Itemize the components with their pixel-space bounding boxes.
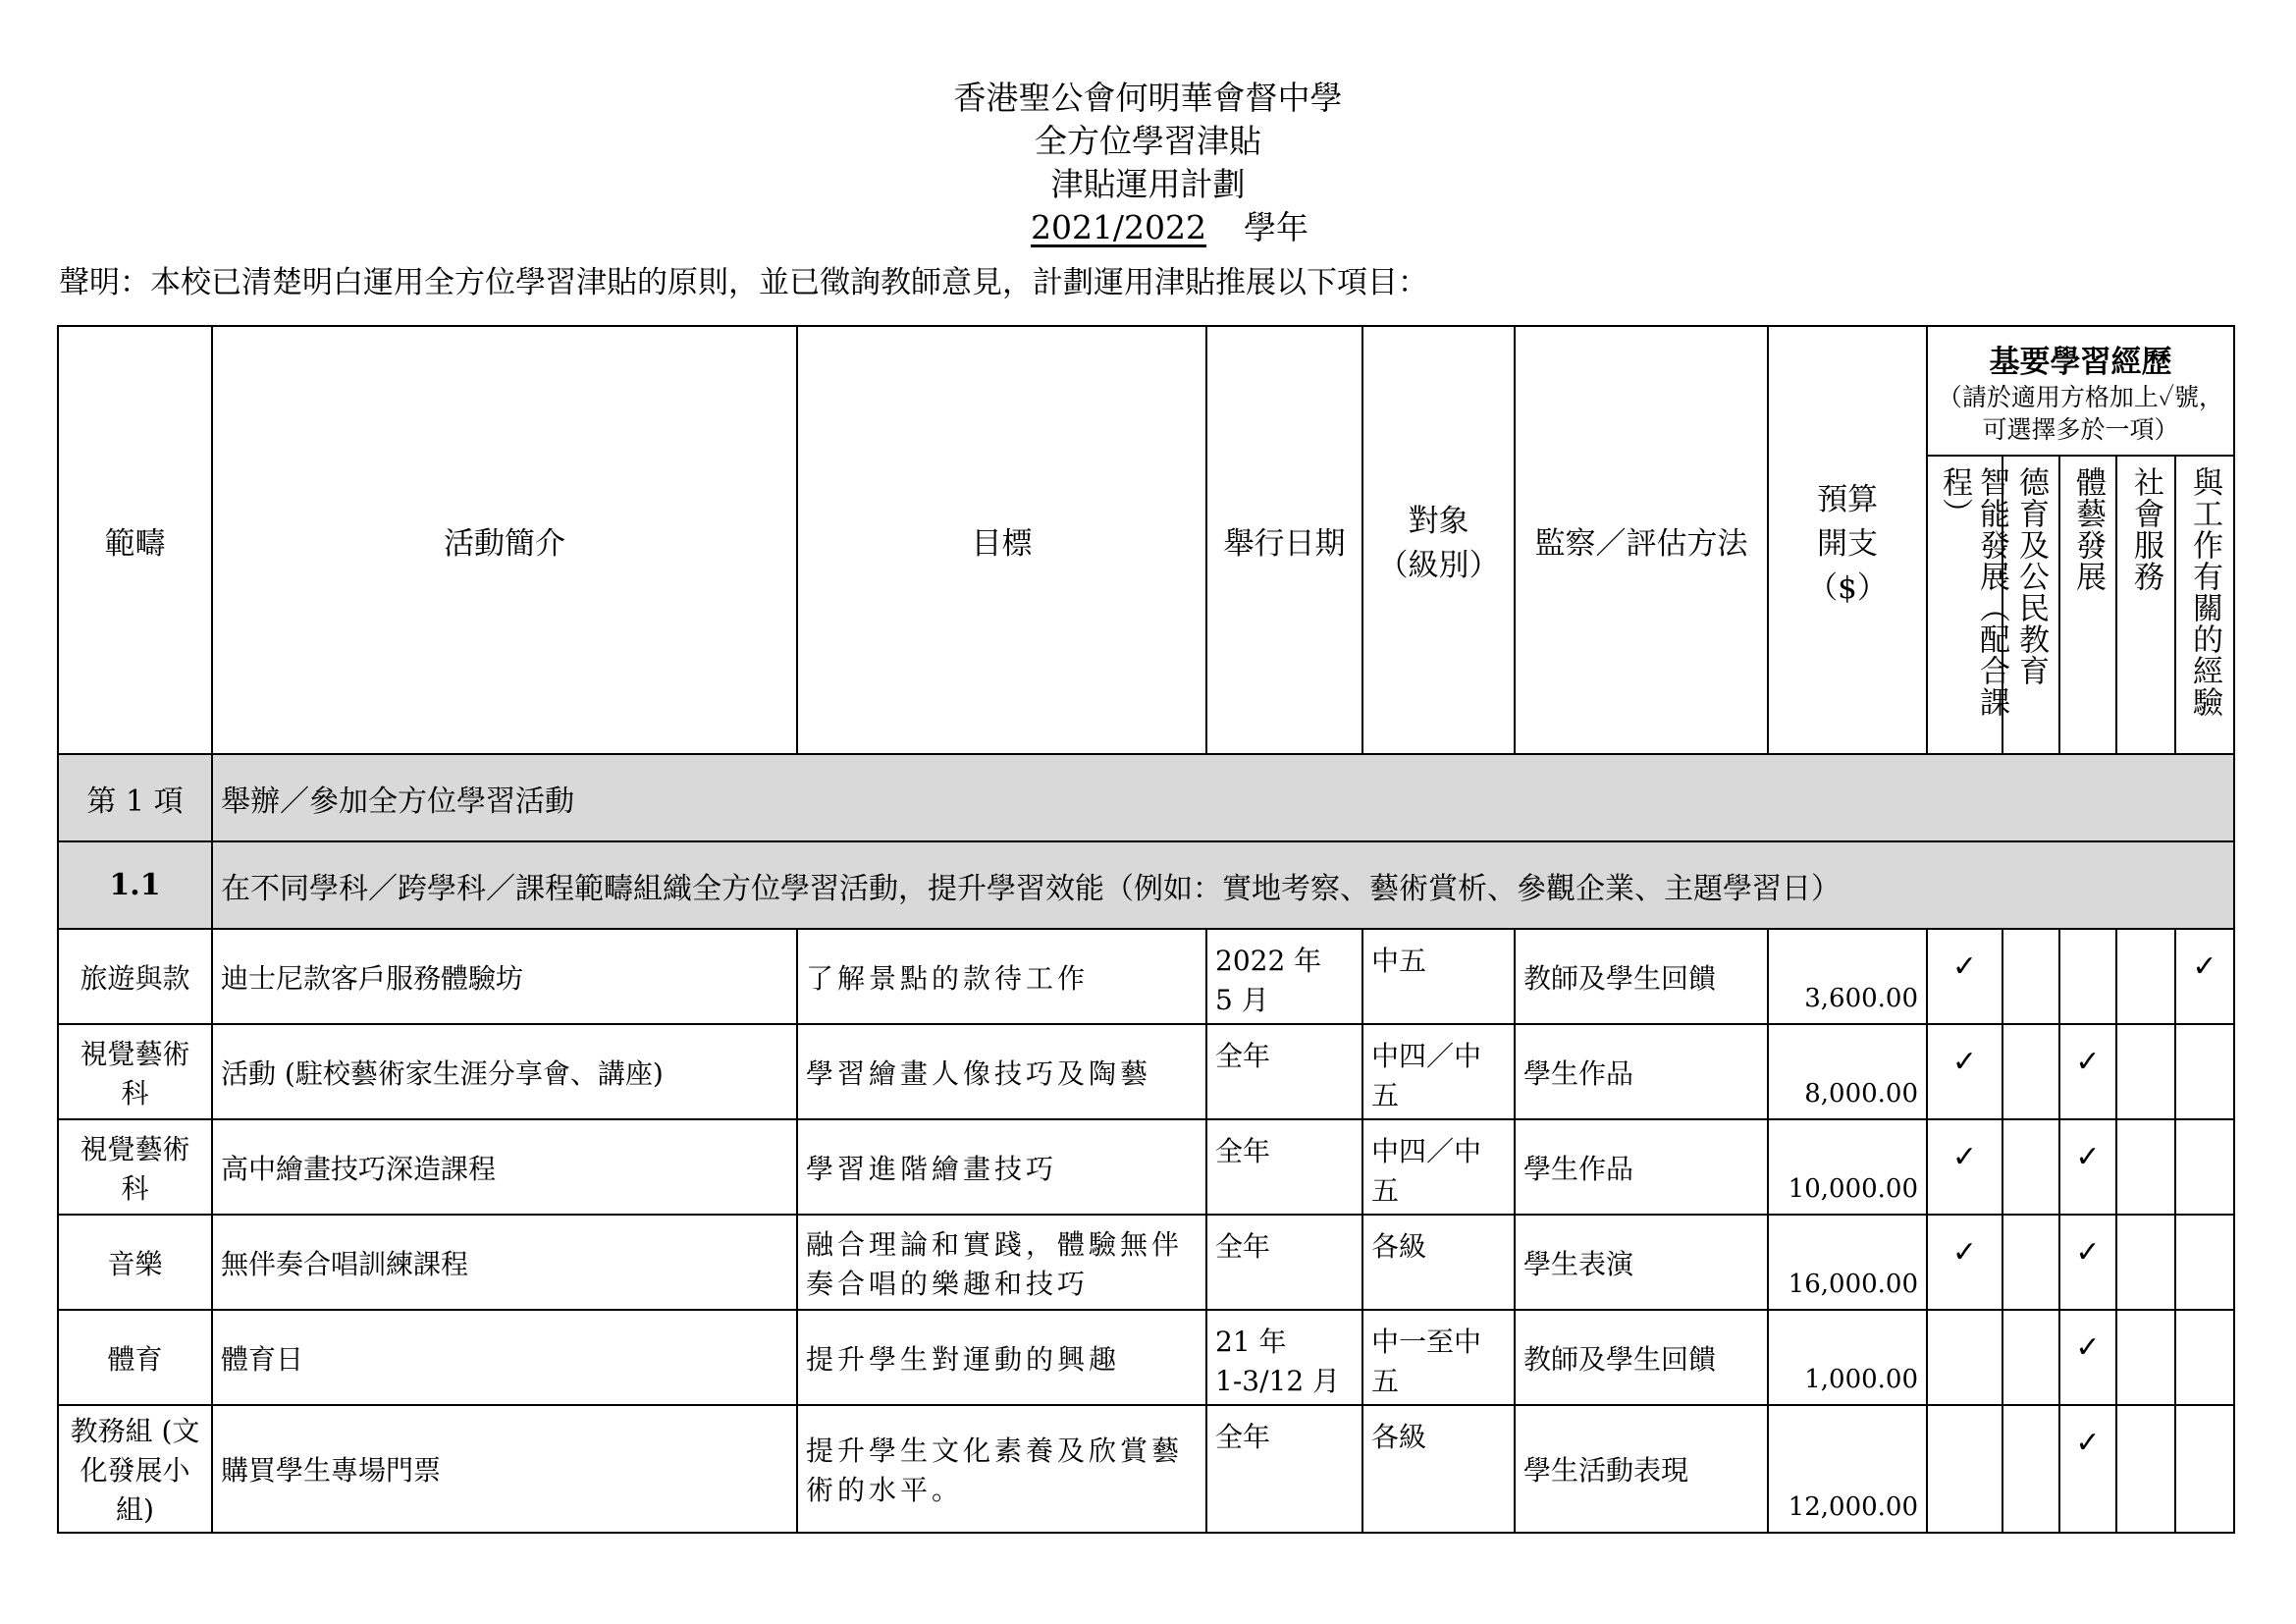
row-domain: 教務組 (文化發展小組) bbox=[58, 1405, 212, 1533]
row-date: 21 年 1-3/12 月 bbox=[1206, 1310, 1362, 1405]
year-value: 2021/2022 bbox=[1030, 208, 1207, 246]
plan-table bbox=[57, 325, 2235, 1534]
row-date: 全年 bbox=[1206, 1215, 1362, 1310]
row-objective: 學習繪畫人像技巧及陶藝 bbox=[797, 1024, 1206, 1119]
col-activity-header: 活動簡介 bbox=[212, 326, 797, 754]
plan-title: 津貼運用計劃 bbox=[1050, 165, 1246, 203]
budget-unit: （$） bbox=[1807, 569, 1888, 606]
kle-tick-cell bbox=[2175, 929, 2234, 1024]
col-domain-header: 範疇 bbox=[58, 326, 212, 754]
check-icon: ✓ bbox=[1951, 1045, 1978, 1079]
row-activity: 迪士尼款客戶服務體驗坊 bbox=[212, 929, 797, 1024]
section-label: 第 1 項 bbox=[58, 754, 212, 841]
kle-tick-cell bbox=[1927, 1024, 2002, 1119]
budget-label-2: 開支 bbox=[1817, 525, 1878, 562]
grant-title: 全方位學習津貼 bbox=[1035, 122, 1261, 160]
row-objective: 了解景點的款待工作 bbox=[797, 929, 1206, 1024]
kle-tick-cell bbox=[2002, 1119, 2059, 1215]
check-icon: ✓ bbox=[2192, 949, 2217, 984]
kle-tick-cell bbox=[2059, 1024, 2116, 1119]
target-label: 對象 bbox=[1408, 504, 1469, 539]
kle-note-2: 可選擇多於一項） bbox=[1982, 414, 2179, 444]
table-row bbox=[58, 1119, 2234, 1215]
check-icon: ✓ bbox=[2075, 1140, 2101, 1174]
kle-tick-cell bbox=[2059, 1405, 2116, 1533]
row-domain: 視覺藝術科 bbox=[58, 1119, 212, 1215]
row-target: 中一至中 五 bbox=[1362, 1310, 1515, 1405]
row-budget: 8,000.00 bbox=[1768, 1024, 1927, 1119]
kle-tick-cell bbox=[1927, 1310, 2002, 1405]
row-evaluation: 教師及學生回饋 bbox=[1515, 1310, 1768, 1405]
kle-header bbox=[1927, 326, 2234, 456]
row-budget: 10,000.00 bbox=[1768, 1119, 1927, 1215]
row-domain: 音樂 bbox=[58, 1215, 212, 1310]
row-evaluation: 學生表演 bbox=[1515, 1215, 1768, 1310]
kle-career-label: 與工作有關的經驗 bbox=[2187, 466, 2222, 718]
table-row bbox=[58, 1310, 2234, 1405]
kle-intellectual-header bbox=[1927, 456, 2009, 754]
kle-moral-header bbox=[2002, 456, 2059, 754]
row-evaluation: 學生作品 bbox=[1515, 1024, 1768, 1119]
row-budget: 12,000.00 bbox=[1768, 1405, 1927, 1533]
kle-tick-cell bbox=[1927, 1119, 2002, 1215]
kle-career-header bbox=[2175, 456, 2234, 754]
row-date: 全年 bbox=[1206, 1119, 1362, 1215]
kle-tick-cell bbox=[2116, 929, 2175, 1024]
row-objective: 學習進階繪畫技巧 bbox=[797, 1119, 1206, 1215]
row-target: 各級 bbox=[1362, 1215, 1515, 1310]
kle-tick-cell bbox=[2116, 1310, 2175, 1405]
kle-tick-cell bbox=[2116, 1024, 2175, 1119]
kle-tick-cell bbox=[2175, 1310, 2234, 1405]
row-budget: 1,000.00 bbox=[1768, 1310, 1927, 1405]
target-sub-label: （級別） bbox=[1377, 548, 1500, 583]
kle-note-1: （請於適用方格加上✓號， bbox=[1937, 382, 2224, 411]
kle-tick-cell bbox=[2002, 929, 2059, 1024]
table-header-row bbox=[58, 326, 2234, 456]
row-activity: 無伴奏合唱訓練課程 bbox=[212, 1215, 797, 1310]
check-icon: ✓ bbox=[2075, 1235, 2101, 1270]
kle-intellectual-label: 智能發展（配合課程） bbox=[1937, 466, 2009, 718]
row-domain: 體育 bbox=[58, 1310, 212, 1405]
col-date-header: 舉行日期 bbox=[1206, 326, 1362, 754]
year-suffix: 學年 bbox=[1244, 208, 1309, 246]
subsection-row bbox=[58, 841, 2234, 929]
kle-tick-cell bbox=[2116, 1119, 2175, 1215]
document-header bbox=[0, 77, 2296, 249]
col-evaluation-header: 監察／評估方法 bbox=[1515, 326, 1768, 754]
kle-tick-cell bbox=[2002, 1405, 2059, 1533]
kle-tick-cell bbox=[2175, 1405, 2234, 1533]
kle-tick-cell bbox=[2002, 1215, 2059, 1310]
row-domain: 視覺藝術科 bbox=[58, 1024, 212, 1119]
check-icon: ✓ bbox=[1951, 1140, 1978, 1174]
table-row bbox=[58, 1215, 2234, 1310]
check-icon: ✓ bbox=[2075, 1426, 2101, 1460]
kle-tick-cell bbox=[2059, 929, 2116, 1024]
row-activity: 高中繪畫技巧深造課程 bbox=[212, 1119, 797, 1215]
statement: 聲明：本校已清楚明白運用全方位學習津貼的原則，並已徵詢教師意見，計劃運用津貼推展以下項目： bbox=[59, 265, 1428, 300]
section-title: 舉辦／參加全方位學習活動 bbox=[212, 754, 2234, 841]
table-row bbox=[58, 1405, 2234, 1533]
row-target: 中四／中 五 bbox=[1362, 1119, 1515, 1215]
row-budget: 3,600.00 bbox=[1768, 929, 1927, 1024]
kle-tick-cell bbox=[1927, 1215, 2002, 1310]
kle-tick-cell bbox=[1927, 1405, 2002, 1533]
kle-tick-cell bbox=[2059, 1215, 2116, 1310]
check-icon: ✓ bbox=[2075, 1330, 2101, 1365]
table-row bbox=[58, 1024, 2234, 1119]
row-target: 中五 bbox=[1362, 929, 1515, 1024]
kle-tick-cell bbox=[2116, 1215, 2175, 1310]
row-target: 各級 bbox=[1362, 1405, 1515, 1533]
row-activity: 體育日 bbox=[212, 1310, 797, 1405]
table-row bbox=[58, 929, 2234, 1024]
subsection-label: 1.1 bbox=[58, 841, 212, 929]
row-evaluation: 學生作品 bbox=[1515, 1119, 1768, 1215]
row-date: 全年 bbox=[1206, 1024, 1362, 1119]
kle-service-label: 社會服務 bbox=[2128, 466, 2163, 592]
kle-tick-cell bbox=[2116, 1405, 2175, 1533]
check-icon: ✓ bbox=[2075, 1045, 2101, 1079]
check-icon: ✓ bbox=[1951, 1235, 1978, 1270]
kle-tick-cell bbox=[2175, 1215, 2234, 1310]
kle-moral-label: 德育及公民教育 bbox=[2013, 466, 2049, 686]
kle-tick-cell bbox=[1927, 929, 2002, 1024]
row-objective: 融合理論和實踐，體驗無伴奏合唱的樂趣和技巧 bbox=[797, 1215, 1206, 1310]
check-icon: ✓ bbox=[1951, 949, 1978, 984]
kle-tick-cell bbox=[2175, 1024, 2234, 1119]
school-year bbox=[0, 206, 2296, 249]
kle-title: 基要學習經歷 bbox=[1989, 344, 2172, 380]
row-evaluation: 學生活動表現 bbox=[1515, 1405, 1768, 1533]
row-evaluation: 教師及學生回饋 bbox=[1515, 929, 1768, 1024]
col-objective-header: 目標 bbox=[797, 326, 1206, 754]
row-objective: 提升學生對運動的興趣 bbox=[797, 1310, 1206, 1405]
row-activity: 活動 (駐校藝術家生涯分享會、講座) bbox=[212, 1024, 797, 1119]
row-date: 全年 bbox=[1206, 1405, 1362, 1533]
col-budget-header bbox=[1768, 326, 1927, 754]
kle-tick-cell bbox=[2175, 1119, 2234, 1215]
row-target: 中四／中 五 bbox=[1362, 1024, 1515, 1119]
kle-tick-cell bbox=[2002, 1024, 2059, 1119]
budget-label: 預算 bbox=[1817, 481, 1878, 517]
row-domain: 旅遊與款 bbox=[58, 929, 212, 1024]
col-target-header bbox=[1362, 326, 1515, 754]
kle-arts-label: 體藝發展 bbox=[2070, 466, 2106, 592]
row-activity: 購買學生專場門票 bbox=[212, 1405, 797, 1533]
subsection-title: 在不同學科／跨學科／課程範疇組織全方位學習活動，提升學習效能（例如：實地考察、藝術賞析、參觀企業、主題學習日） bbox=[212, 841, 2234, 929]
kle-arts-header bbox=[2059, 456, 2116, 754]
kle-service-header bbox=[2116, 456, 2175, 754]
kle-tick-cell bbox=[2059, 1310, 2116, 1405]
section-row bbox=[58, 754, 2234, 841]
kle-tick-cell bbox=[2059, 1119, 2116, 1215]
school-name: 香港聖公會何明華會督中學 bbox=[953, 79, 1343, 117]
kle-tick-cell bbox=[2002, 1310, 2059, 1405]
row-budget: 16,000.00 bbox=[1768, 1215, 1927, 1310]
row-objective: 提升學生文化素養及欣賞藝術的水平。 bbox=[797, 1405, 1206, 1533]
row-date: 2022 年 5 月 bbox=[1206, 929, 1362, 1024]
